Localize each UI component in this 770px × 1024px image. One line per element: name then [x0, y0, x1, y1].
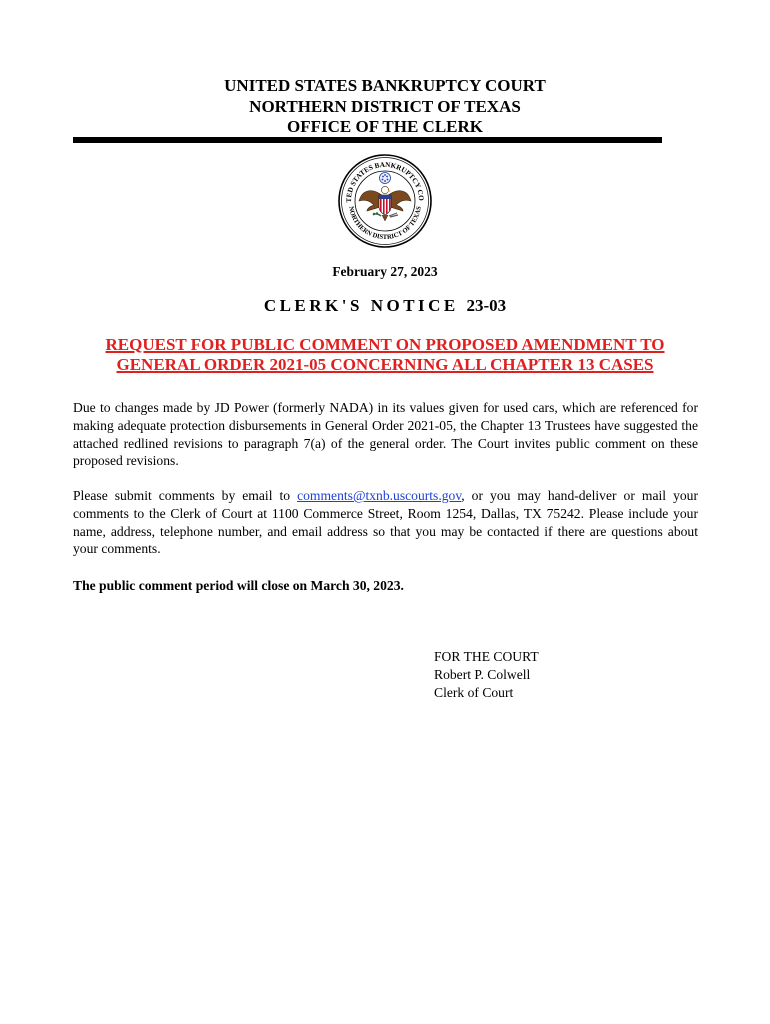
notice-title	[0, 296, 770, 316]
body-paragraph-1: Due to changes made by JD Power (formerly NADA) in its values given for used cars, which are referenced for making adequate protection disbursements in General Order 2021-05, the Chapter 13 Trustees have suggested the attached redlined revisions to paragraph 7(a) of the general order. The Court invites public comment on these proposed revisions.	[73, 400, 698, 469]
notice-date: February 27, 2023	[332, 264, 438, 279]
subject-line-2: GENERAL ORDER 2021-05 CONCERNING ALL CHAPTER 13 CASES	[116, 355, 654, 374]
court-header	[0, 76, 770, 138]
notice-label: CLERK'S NOTICE	[263, 296, 459, 315]
paragraph-2-rest: , or you may hand-deliver or mail your comments to the Clerk of Court at 1100 Commerce Street, Room 1254, Dallas, TX 75242. Please include your name, address, telephone number, and email address so that you may be contacted if there are questions about your comments.	[73, 488, 698, 557]
notice-number: 23-03	[466, 296, 507, 315]
court-seal	[337, 153, 433, 249]
seal-top-text: TED STATES BANKRUPTCY CO	[344, 160, 426, 203]
district-name: NORTHERN DISTRICT OF TEXAS	[249, 96, 521, 116]
signature-block	[434, 648, 539, 702]
office-name: OFFICE OF THE CLERK	[287, 117, 483, 136]
comments-email-link[interactable]: comments@txnb.uscourts.gov	[297, 488, 462, 503]
subject-line-1: REQUEST FOR PUBLIC COMMENT ON PROPOSED AMENDMENT TO	[105, 335, 665, 354]
signer-name: Robert P. Colwell	[434, 667, 531, 682]
signature-line: FOR THE COURT	[434, 649, 539, 664]
paragraph-2-intro: Please submit comments by email to	[73, 488, 298, 503]
court-name: UNITED STATES BANKRUPTCY COURT	[224, 76, 546, 95]
seal-bottom-text: NORTHERN DISTRICT OF TEXAS	[347, 205, 423, 241]
body-paragraph-2	[73, 487, 698, 558]
notice-subject	[70, 335, 700, 375]
signer-title: Clerk of Court	[434, 685, 514, 700]
comment-deadline: The public comment period will close on March 30, 2023.	[73, 578, 404, 593]
header-divider	[73, 137, 662, 143]
court-seal-icon	[337, 153, 433, 249]
